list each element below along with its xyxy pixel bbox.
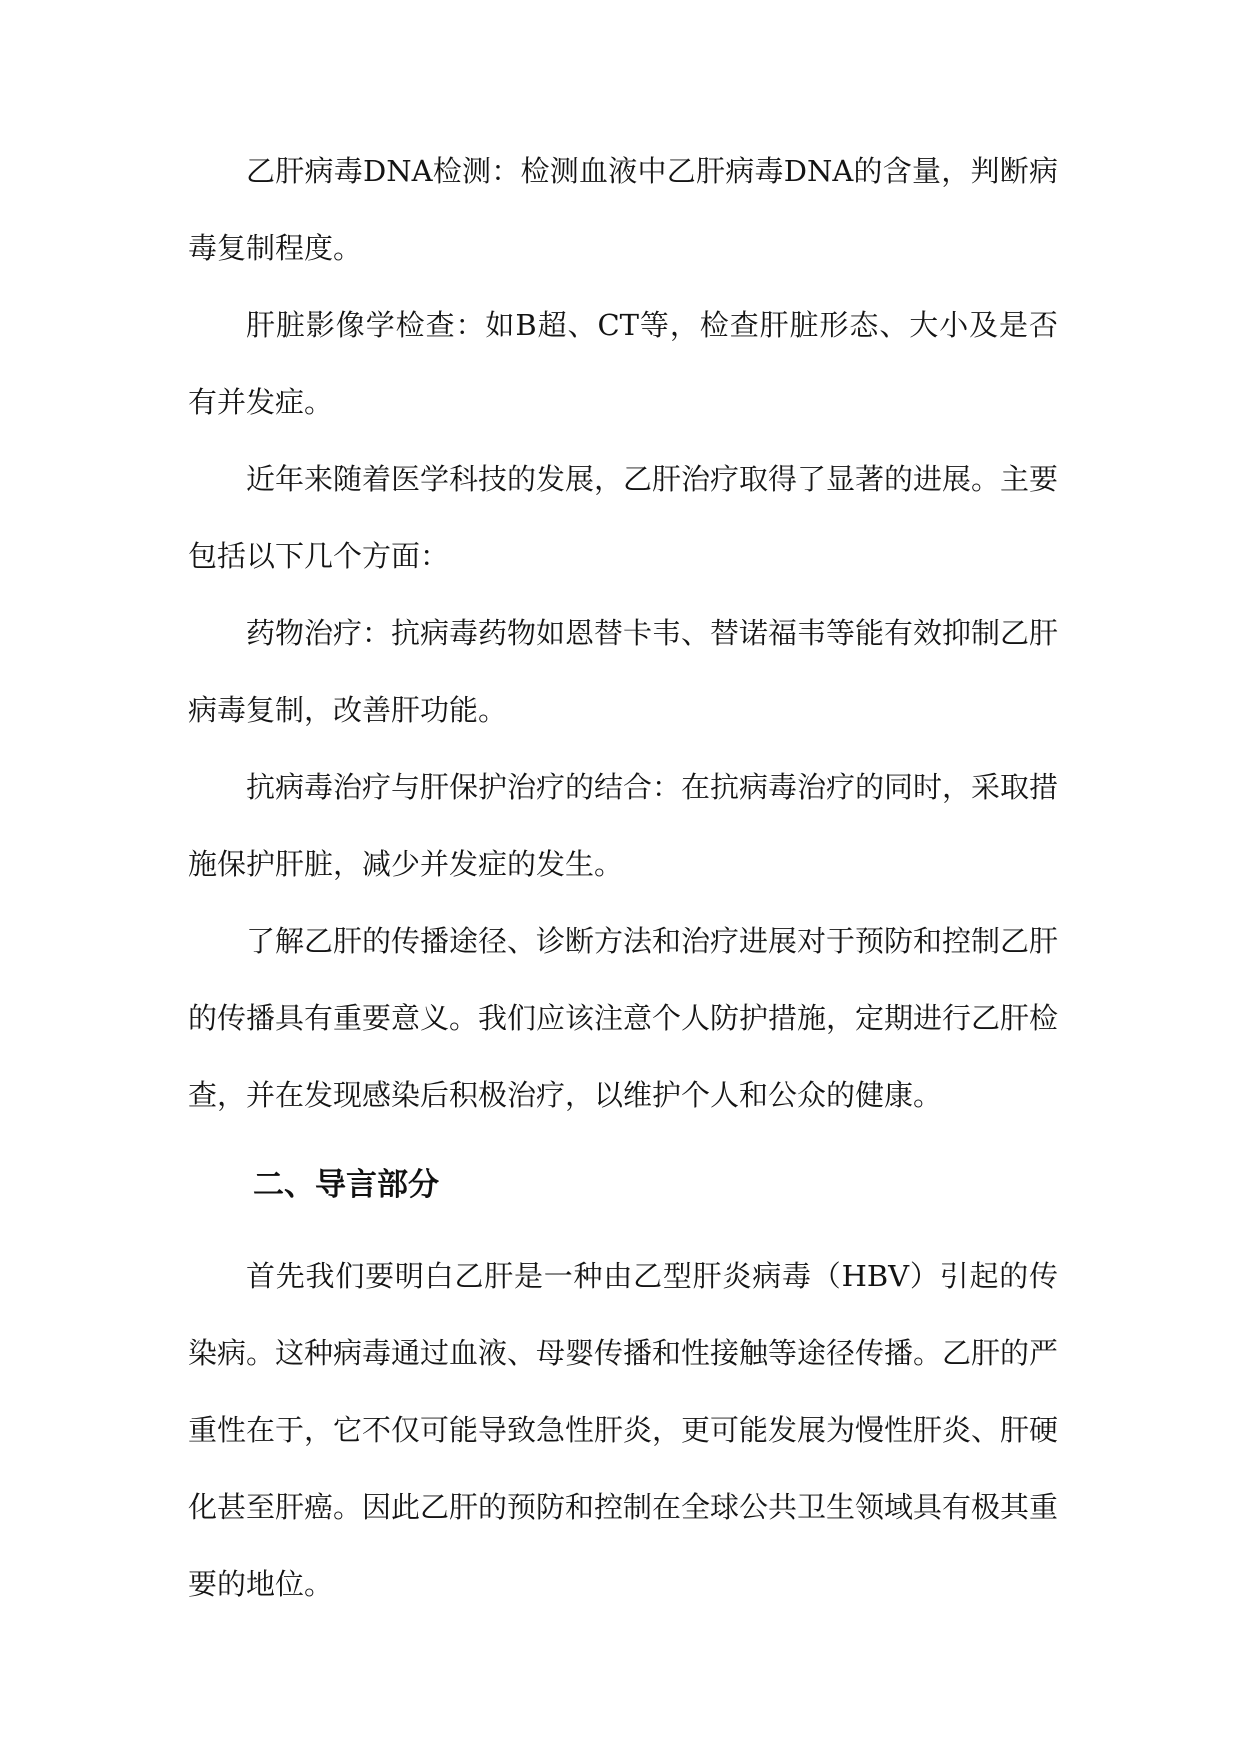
paragraph-conclusion: 了解乙肝的传播途径、诊断方法和治疗进展对于预防和控制乙肝的传播具有重要意义。我们应该注意个人防护措施，定期进行乙肝检查，并在发现感染后积极治疗，以维护个人和公众的健康。 — [188, 924, 1059, 1112]
paragraph-treatment-progress: 近年来随着医学科技的发展，乙肝治疗取得了显著的进展。主要包括以下几个方面： — [188, 462, 1059, 573]
paragraph-drug-therapy: 药物治疗：抗病毒药物如恩替卡韦、替诺福韦等能有效抑制乙肝病毒复制，改善肝功能。 — [188, 616, 1059, 727]
paragraph-liver-imaging: 肝脏影像学检查：如B超、CT等，检查肝脏形态、大小及是否有并发症。 — [188, 308, 1058, 419]
section-heading: 二、导言部分 — [253, 1167, 439, 1203]
paragraph-introduction: 首先我们要明白乙肝是一种由乙型肝炎病毒（HBV）引起的传染病。这种病毒通过血液、母婴传播和性接触等途径传播。乙肝的严重性在于，它不仅可能导致急性肝炎，更可能发展为慢性肝炎、肝硬化甚至肝癌。因此乙肝的预防和控制在全球公共卫生领域具有极其重要的地位。 — [188, 1259, 1059, 1601]
paragraph-combined-therapy: 抗病毒治疗与肝保护治疗的结合：在抗病毒治疗的同时，采取措施保护肝脏，减少并发症的发生。 — [188, 770, 1059, 881]
paragraph-hbv-dna-test: 乙肝病毒DNA检测：检测血液中乙肝病毒DNA的含量，判断病毒复制程度。 — [188, 154, 1058, 265]
body-text-bottom — [188, 1238, 1058, 1623]
body-text-top — [188, 133, 1058, 1134]
